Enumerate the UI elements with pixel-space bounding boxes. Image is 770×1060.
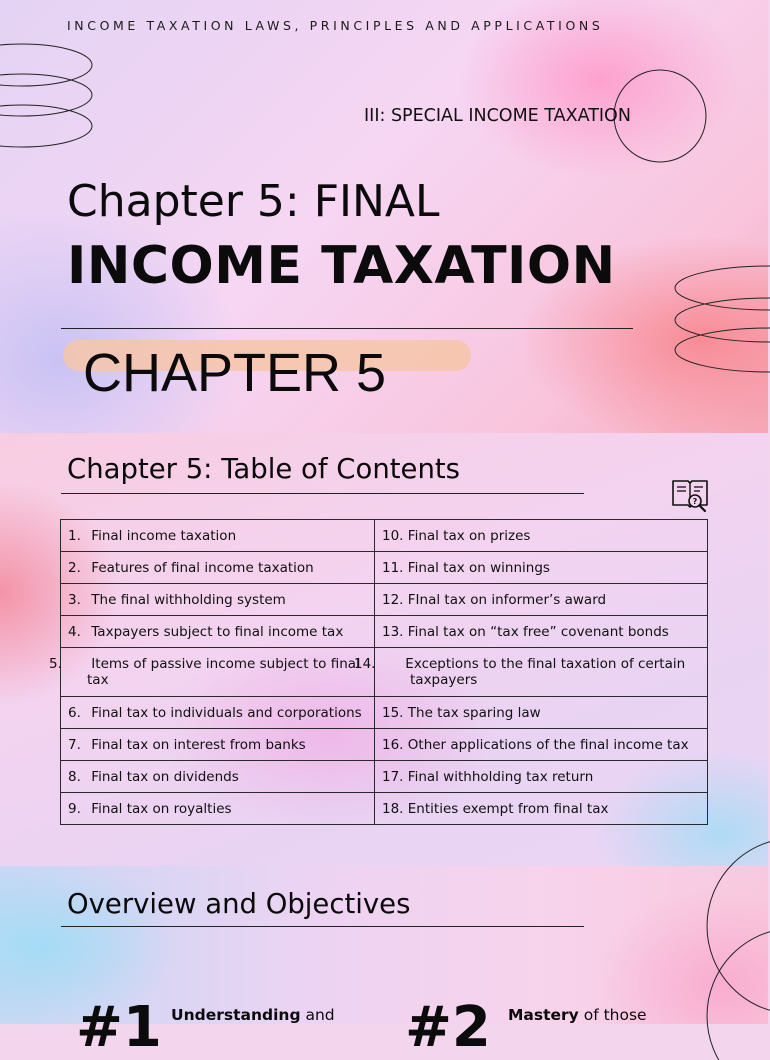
toc-item[interactable]: 4. Taxpayers subject to final income tax: [61, 616, 375, 648]
toc-item[interactable]: 2. Features of final income taxation: [61, 552, 375, 584]
toc-item[interactable]: 6. Final tax to individuals and corporations: [61, 697, 375, 729]
overview-section: [0, 866, 768, 1060]
toc-item[interactable]: 9. Final tax on royalties: [61, 793, 375, 825]
toc-item[interactable]: 10. Final tax on prizes: [375, 520, 708, 552]
table-row: [61, 761, 708, 793]
table-row: [61, 520, 708, 552]
table-row: [61, 793, 708, 825]
toc-item[interactable]: 8. Final tax on dividends: [61, 761, 375, 793]
overview-title: Overview and Objectives: [67, 888, 411, 920]
table-row: [61, 697, 708, 729]
chapter-title-line2: INCOME TAXATION: [67, 236, 616, 296]
book-search-icon: [670, 475, 710, 513]
running-head: INCOME TAXATION LAWS, PRINCIPLES AND APPLICATIONS: [67, 18, 604, 33]
divider: [61, 493, 584, 494]
toc-item[interactable]: 11. Final tax on winnings: [375, 552, 708, 584]
table-row: [61, 616, 708, 648]
chapter-title-line1: Chapter 5: FINAL: [67, 176, 440, 227]
contents-title: Chapter 5: Table of Contents: [67, 453, 460, 485]
divider: [61, 328, 633, 329]
cover-section: [0, 0, 768, 433]
objective-text: Mastery of those: [508, 1006, 647, 1024]
objective-number: #1: [76, 995, 162, 1060]
objective-number: #2: [405, 995, 491, 1060]
part-title: III: SPECIAL INCOME TAXATION: [364, 106, 631, 126]
contents-section: [0, 433, 768, 866]
toc-item[interactable]: 15. The tax sparing law: [375, 697, 708, 729]
circle-decoration: [700, 866, 768, 1024]
toc-item[interactable]: 1. Final income taxation: [61, 520, 375, 552]
toc-item[interactable]: 14. Exceptions to the final taxation of certain taxpayers: [375, 648, 708, 697]
toc-item[interactable]: 3. The final withholding system: [61, 584, 375, 616]
toc-item[interactable]: 16. Other applications of the final income tax: [375, 729, 708, 761]
ring-decoration-right: [670, 260, 770, 380]
toc-item[interactable]: 12. FInal tax on informer’s award: [375, 584, 708, 616]
toc-item[interactable]: 18. Entities exempt from final tax: [375, 793, 708, 825]
chapter-label: CHAPTER 5: [83, 343, 387, 403]
chapter-title: [67, 176, 616, 296]
divider: [61, 926, 584, 927]
table-row: [61, 729, 708, 761]
table-row: [61, 648, 708, 697]
contents-table: [49, 519, 708, 825]
objective-text: Understanding and: [171, 1006, 335, 1024]
toc-item[interactable]: 5. Items of passive income subject to final tax: [61, 648, 375, 697]
table-row: [61, 552, 708, 584]
svg-text:?: ?: [692, 497, 698, 506]
toc-item[interactable]: 17. Final withholding tax return: [375, 761, 708, 793]
toc-item[interactable]: 7. Final tax on interest from banks: [61, 729, 375, 761]
toc-item[interactable]: 13. Final tax on “tax free” covenant bonds: [375, 616, 708, 648]
table-row: [61, 584, 708, 616]
